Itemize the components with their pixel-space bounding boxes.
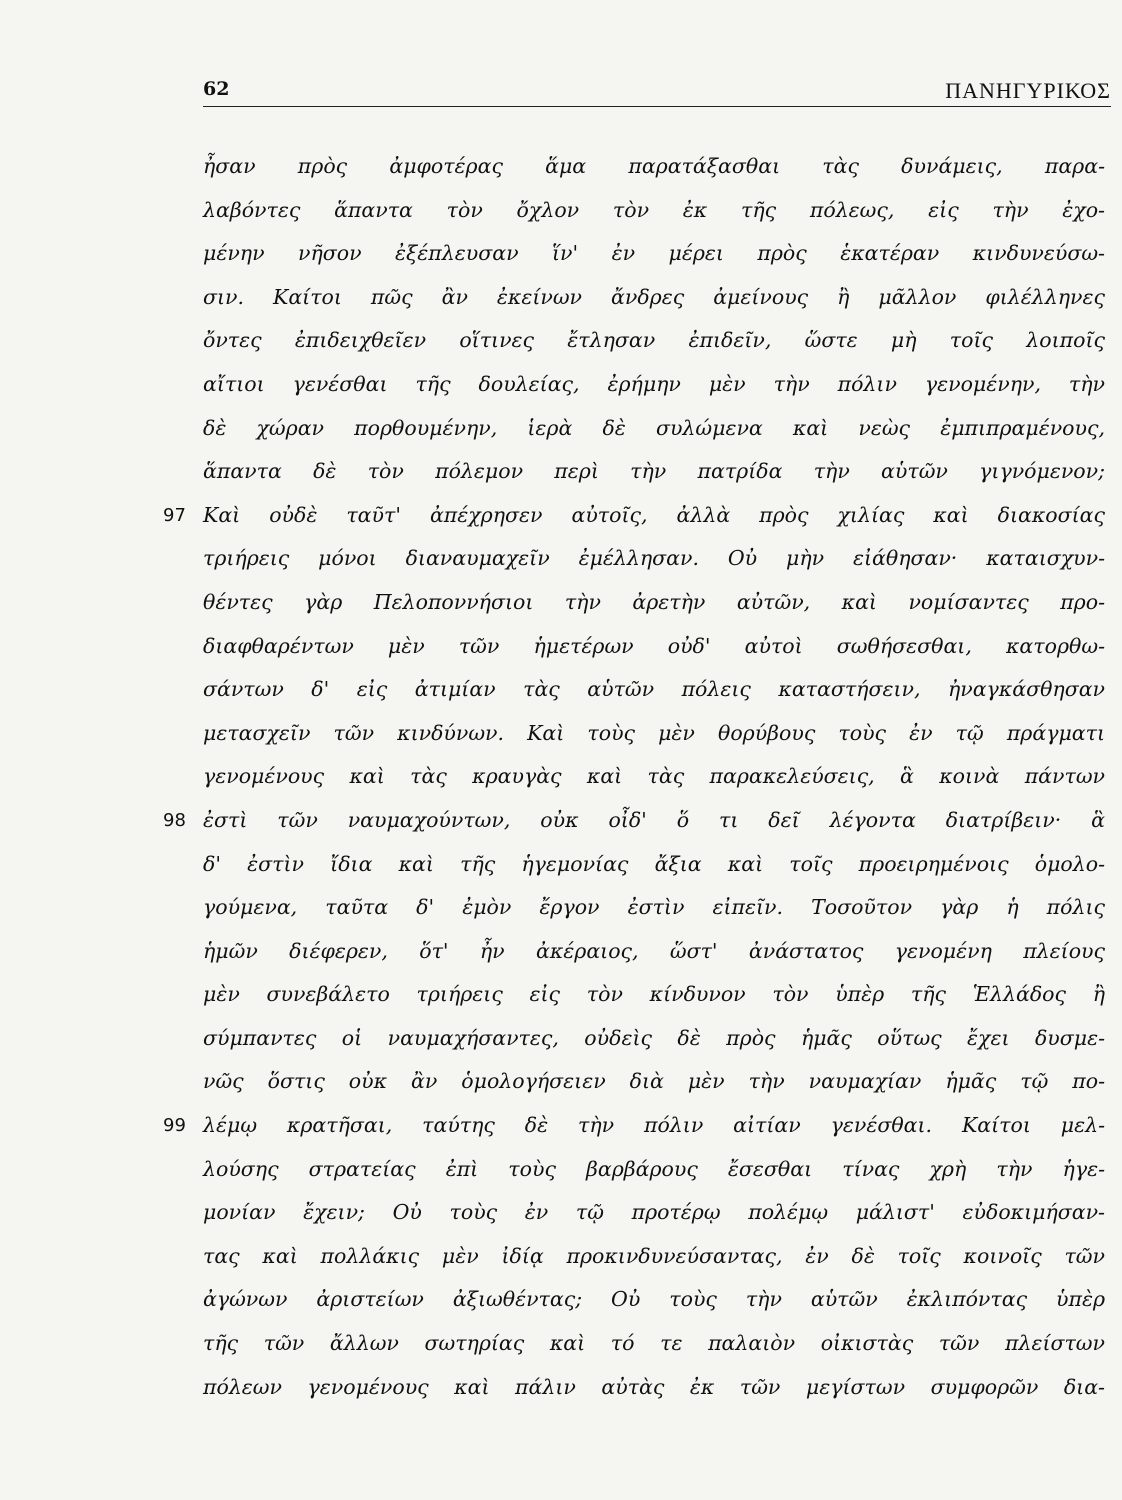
line-text: γούμενα, ταῦτα δ' ἐμὸν ἔργον ἐστὶν εἰπεῖν. Τοσοῦτον γὰρ ἡ πόλις: [203, 895, 1105, 920]
text-line: [203, 625, 1105, 669]
text-line: [163, 494, 1105, 538]
line-text: ἡμῶν διέφερεν, ὅτ' ἦν ἀκέραιος, ὥστ' ἀνάστατος γενομένη πλείους: [203, 938, 1105, 963]
text-line: [203, 1322, 1105, 1366]
text-line: [203, 1017, 1105, 1061]
text-line: [203, 843, 1105, 887]
text-line: [203, 668, 1105, 712]
line-text: τῆς τῶν ἄλλων σωτηρίας καὶ τό τε παλαιὸν οἰκιστὰς τῶν πλείστων: [203, 1331, 1105, 1356]
text-line: [203, 712, 1105, 756]
line-text: ἦσαν πρὸς ἀμφοτέρας ἅμα παρατάξασθαι τὰς δυνάμεις, παρα-: [203, 154, 1105, 178]
line-text: λούσης στρατείας ἐπὶ τοὺς βαρβάρους ἔσεσθαι τίνας χρὴ τὴν ἡγε-: [203, 1156, 1105, 1181]
line-text: ἅπαντα δὲ τὸν πόλεμον περὶ τὴν πατρίδα τὴν αὑτῶν γιγνόμενον;: [203, 459, 1105, 484]
line-text: σιν. Καίτοι πῶς ἂν ἐκείνων ἄνδρες ἀμείνους ἢ μᾶλλον φιλέλληνες: [203, 284, 1105, 309]
line-text: σάντων δ' εἰς ἀτιμίαν τὰς αὑτῶν πόλεις καταστήσειν, ἠναγκάσθησαν: [203, 677, 1105, 702]
line-text: τας καὶ πολλάκις μὲν ἰδίᾳ προκινδυνεύσαντας, ἐν δὲ τοῖς κοινοῖς τῶν: [203, 1243, 1105, 1268]
line-text: μονίαν ἔχειν; Οὐ τοὺς ἐν τῷ προτέρῳ πολέμῳ μάλιστ' εὐδοκιμήσαν-: [203, 1200, 1105, 1225]
line-text: πόλεων γενομένους καὶ πάλιν αὐτὰς ἐκ τῶν μεγίστων συμφορῶν δια-: [203, 1374, 1105, 1399]
line-text: ἐστὶ τῶν ναυμαχούντων, οὐκ οἶδ' ὅ τι δεῖ λέγοντα διατρίβειν· ἃ: [203, 807, 1105, 832]
text-line: [203, 1191, 1105, 1235]
line-text: μένην νῆσον ἐξέπλευσαν ἵν' ἐν μέρει πρὸς ἑκατέραν κινδυνεύσω-: [203, 241, 1105, 266]
page-header: [203, 78, 1111, 107]
text-line: [203, 537, 1105, 581]
text-line: [203, 407, 1105, 451]
line-text: διαφθαρέντων μὲν τῶν ἡμετέρων οὐδ' αὐτοὶ σωθήσεσθαι, κατορθω-: [203, 633, 1105, 658]
section-number: 99: [163, 1115, 186, 1137]
line-text: αἴτιοι γενέσθαι τῆς δουλείας, ἐρήμην μὲν τὴν πόλιν γενομένην, τὴν: [203, 371, 1105, 396]
text-line: [203, 755, 1105, 799]
text-line: [203, 189, 1105, 233]
line-text: τριήρεις μόνοι διαναυμαχεῖν ἐμέλλησαν. Οὐ μὴν εἰάθησαν· καταισχυν-: [203, 546, 1105, 571]
text-line: [203, 1060, 1105, 1104]
line-text: ὄντες ἐπιδειχθεῖεν οἵτινες ἔτλησαν ἐπιδεῖν, ὥστε μὴ τοῖς λοιποῖς: [203, 328, 1105, 353]
text-line: [203, 581, 1105, 625]
text-line: [203, 1148, 1105, 1192]
page-number: 62: [203, 78, 230, 100]
line-text: δὲ χώραν πορθουμένην, ἱερὰ δὲ συλώμενα καὶ νεὼς ἐμπιπραμένους,: [203, 415, 1105, 440]
line-text: γενομένους καὶ τὰς κραυγὰς καὶ τὰς παρακελεύσεις, ἃ κοινὰ πάντων: [203, 764, 1105, 789]
line-text: νῶς ὅστις οὐκ ἂν ὁμολογήσειεν διὰ μὲν τὴν ναυμαχίαν ἡμᾶς τῷ πο-: [203, 1069, 1105, 1094]
section-number: 98: [163, 809, 186, 831]
line-text: σύμπαντες οἱ ναυμαχήσαντες, οὐδεὶς δὲ πρὸς ἡμᾶς οὕτως ἔχει δυσμε-: [203, 1025, 1105, 1050]
text-line: [203, 930, 1105, 974]
text-line: [203, 973, 1105, 1017]
body-text: [163, 145, 1105, 1409]
text-line: [203, 232, 1105, 276]
text-line: [203, 276, 1105, 320]
text-line: [163, 1104, 1105, 1148]
text-line: [203, 1235, 1105, 1279]
text-line: [203, 886, 1105, 930]
running-title: ΠΑΝΗΓΥΡΙΚΟΣ: [945, 78, 1111, 103]
line-text: δ' ἐστὶν ἴδια καὶ τῆς ἡγεμονίας ἄξια καὶ τοῖς προειρημένοις ὁμολο-: [203, 851, 1105, 876]
text-line: [203, 1278, 1105, 1322]
line-text: λαβόντες ἅπαντα τὸν ὄχλον τὸν ἐκ τῆς πόλεως, εἰς τὴν ἐχο-: [203, 197, 1105, 222]
section-number: 97: [163, 504, 186, 526]
line-text: ἀγώνων ἀριστείων ἀξιωθέντας; Οὐ τοὺς τὴν αὑτῶν ἐκλιπόντας ὑπὲρ: [203, 1287, 1105, 1312]
text-line: [203, 319, 1105, 363]
text-line: [163, 799, 1105, 843]
line-text: λέμῳ κρατῆσαι, ταύτης δὲ τὴν πόλιν αἰτίαν γενέσθαι. Καίτοι μελ-: [203, 1113, 1105, 1138]
text-line: [203, 1366, 1105, 1410]
line-text: μὲν συνεβάλετο τριήρεις εἰς τὸν κίνδυνον τὸν ὑπὲρ τῆς Ἑλλάδος ἢ: [203, 982, 1105, 1007]
text-line: [203, 450, 1105, 494]
line-text: Καὶ οὐδὲ ταῦτ' ἀπέχρησεν αὐτοῖς, ἀλλὰ πρὸς χιλίας καὶ διακοσίας: [203, 502, 1105, 527]
text-line: [203, 363, 1105, 407]
line-text: μετασχεῖν τῶν κινδύνων. Καὶ τοὺς μὲν θορύβους τοὺς ἐν τῷ πράγματι: [203, 720, 1105, 745]
line-text: θέντες γὰρ Πελοποννήσιοι τὴν ἀρετὴν αὐτῶν, καὶ νομίσαντες προ-: [203, 589, 1105, 614]
text-line: [203, 145, 1105, 189]
